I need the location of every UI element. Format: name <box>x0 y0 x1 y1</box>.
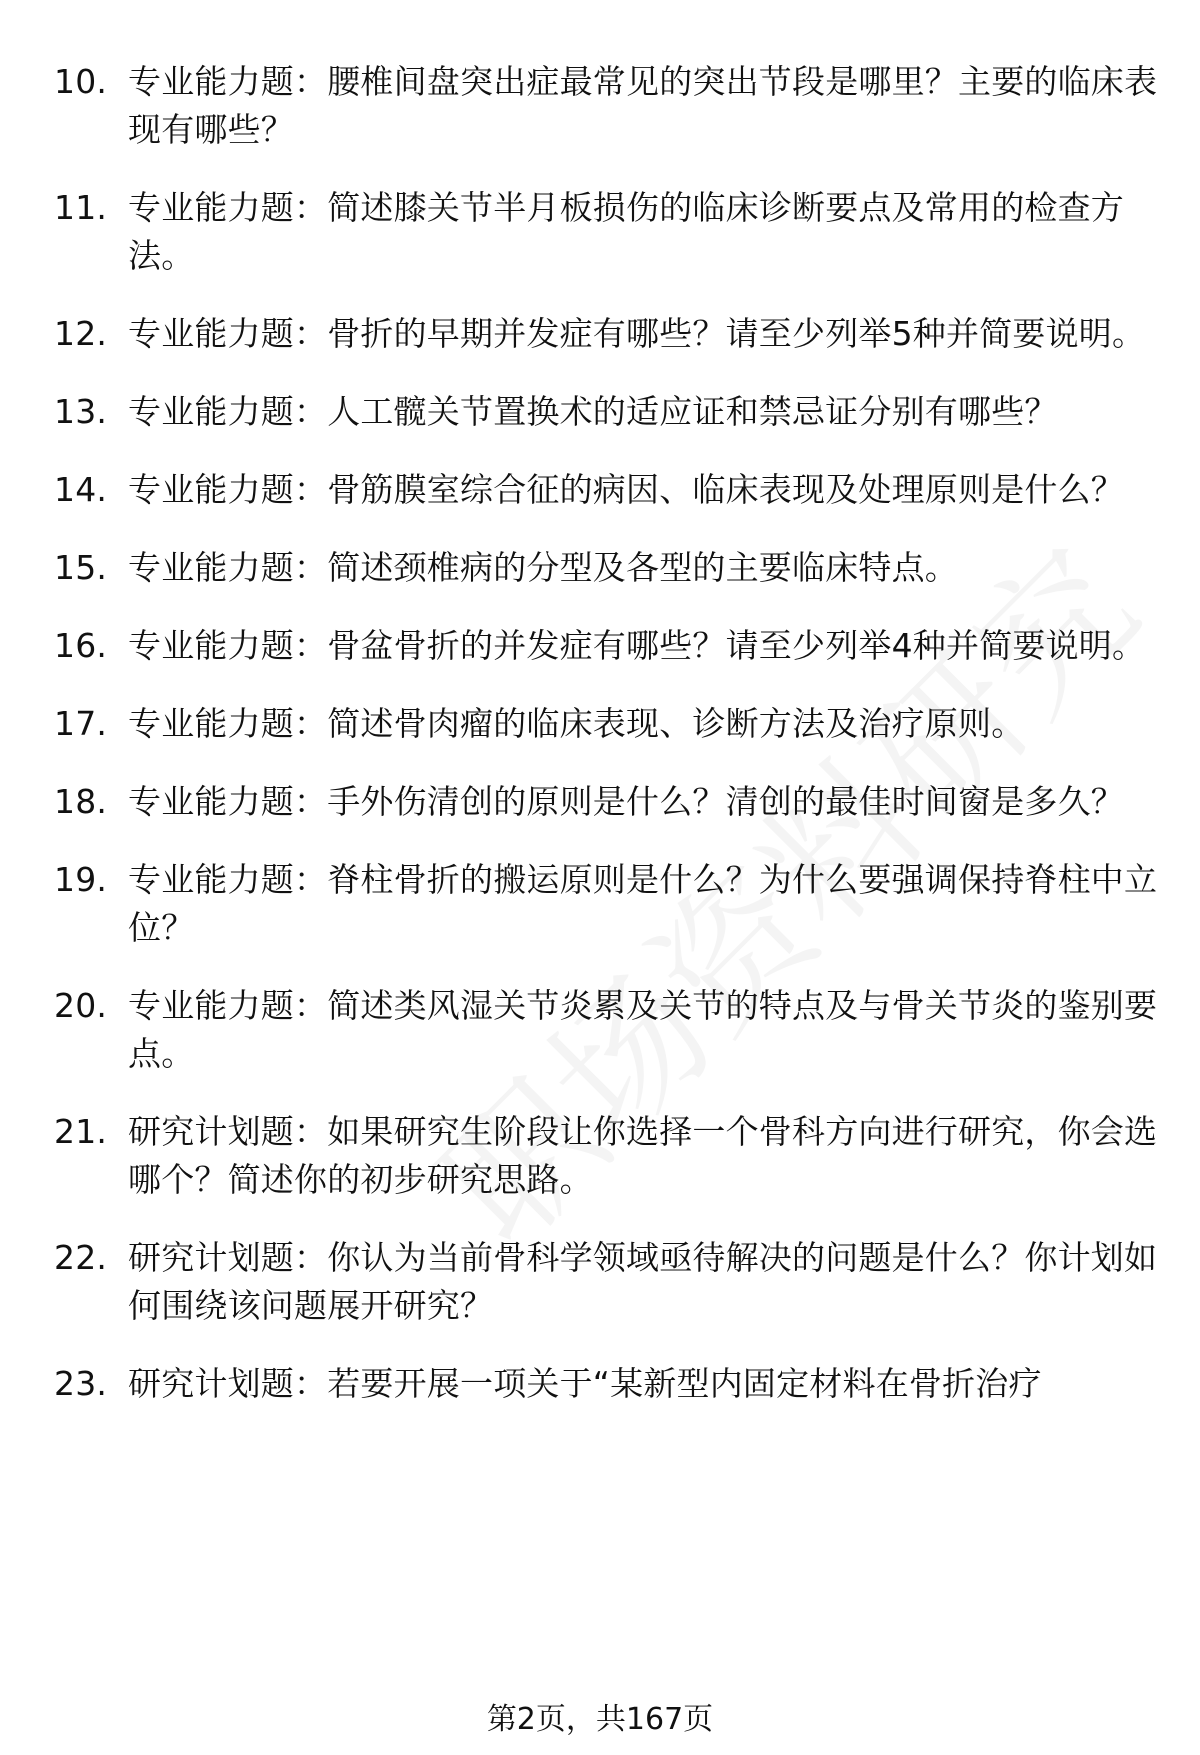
question-text: 如果研究生阶段让你选择一个骨科方向进行研究，你会选哪个？简述你的初步研究思路。 <box>128 1112 1158 1199</box>
question-item <box>0 778 1200 826</box>
question-category: 专业能力题： <box>128 470 328 509</box>
question-item <box>0 622 1200 670</box>
question-text: 脊柱骨折的搬运原则是什么？为什么要强调保持脊柱中立位？ <box>128 860 1158 947</box>
question-number: 11. <box>54 188 108 227</box>
question-text: 简述膝关节半月板损伤的临床诊断要点及常用的检查方法。 <box>128 188 1125 275</box>
question-category: 研究计划题： <box>128 1238 328 1277</box>
question-number: 22. <box>54 1238 108 1277</box>
question-category: 研究计划题： <box>128 1364 328 1403</box>
question-number: 10. <box>54 62 108 101</box>
question-item <box>0 856 1200 952</box>
page-number-footer: 第2页，共167页 <box>486 1702 714 1737</box>
question-item <box>0 388 1200 436</box>
question-text: 腰椎间盘突出症最常见的突出节段是哪里？主要的临床表现有哪些？ <box>128 62 1158 149</box>
question-text: 若要开展一项关于“某新型内固定材料在骨折治疗 <box>327 1364 1042 1403</box>
question-item <box>0 1108 1200 1204</box>
question-category: 专业能力题： <box>128 626 328 665</box>
question-number: 23. <box>54 1364 108 1403</box>
question-text: 人工髋关节置换术的适应证和禁忌证分别有哪些？ <box>327 392 1058 431</box>
question-item <box>0 466 1200 514</box>
question-text: 简述骨肉瘤的临床表现、诊断方法及治疗原则。 <box>327 704 1025 743</box>
question-item <box>0 1234 1200 1330</box>
question-item <box>0 982 1200 1078</box>
question-number: 17. <box>54 704 108 743</box>
question-item <box>0 700 1200 748</box>
question-number: 12. <box>54 314 108 353</box>
question-item <box>0 310 1200 358</box>
question-category: 专业能力题： <box>128 62 328 101</box>
question-number: 14. <box>54 470 108 509</box>
question-text: 骨筋膜室综合征的病因、临床表现及处理原则是什么？ <box>327 470 1125 509</box>
question-category: 研究计划题： <box>128 1112 328 1151</box>
question-category: 专业能力题： <box>128 704 328 743</box>
question-item <box>0 58 1200 154</box>
question-item <box>0 1360 1200 1408</box>
question-text: 简述类风湿关节炎累及关节的特点及与骨关节炎的鉴别要点。 <box>128 986 1158 1073</box>
question-text: 简述颈椎病的分型及各型的主要临床特点。 <box>327 548 959 587</box>
question-category: 专业能力题： <box>128 188 328 227</box>
question-list <box>0 58 1200 1438</box>
question-number: 21. <box>54 1112 108 1151</box>
question-number: 18. <box>54 782 108 821</box>
question-category: 专业能力题： <box>128 782 328 821</box>
question-category: 专业能力题： <box>128 860 328 899</box>
question-text: 你认为当前骨科学领域亟待解决的问题是什么？你计划如何围绕该问题展开研究？ <box>128 1238 1158 1325</box>
question-text: 手外伤清创的原则是什么？清创的最佳时间窗是多久？ <box>327 782 1125 821</box>
question-number: 16. <box>54 626 108 665</box>
question-category: 专业能力题： <box>128 314 328 353</box>
question-category: 专业能力题： <box>128 548 328 587</box>
question-number: 13. <box>54 392 108 431</box>
question-category: 专业能力题： <box>128 986 328 1025</box>
question-number: 20. <box>54 986 108 1025</box>
question-item <box>0 544 1200 592</box>
question-number: 15. <box>54 548 108 587</box>
question-text: 骨盆骨折的并发症有哪些？请至少列举4种并简要说明。 <box>327 626 1146 665</box>
question-number: 19. <box>54 860 108 899</box>
question-item <box>0 184 1200 280</box>
question-text: 骨折的早期并发症有哪些？请至少列举5种并简要说明。 <box>327 314 1146 353</box>
question-category: 专业能力题： <box>128 392 328 431</box>
